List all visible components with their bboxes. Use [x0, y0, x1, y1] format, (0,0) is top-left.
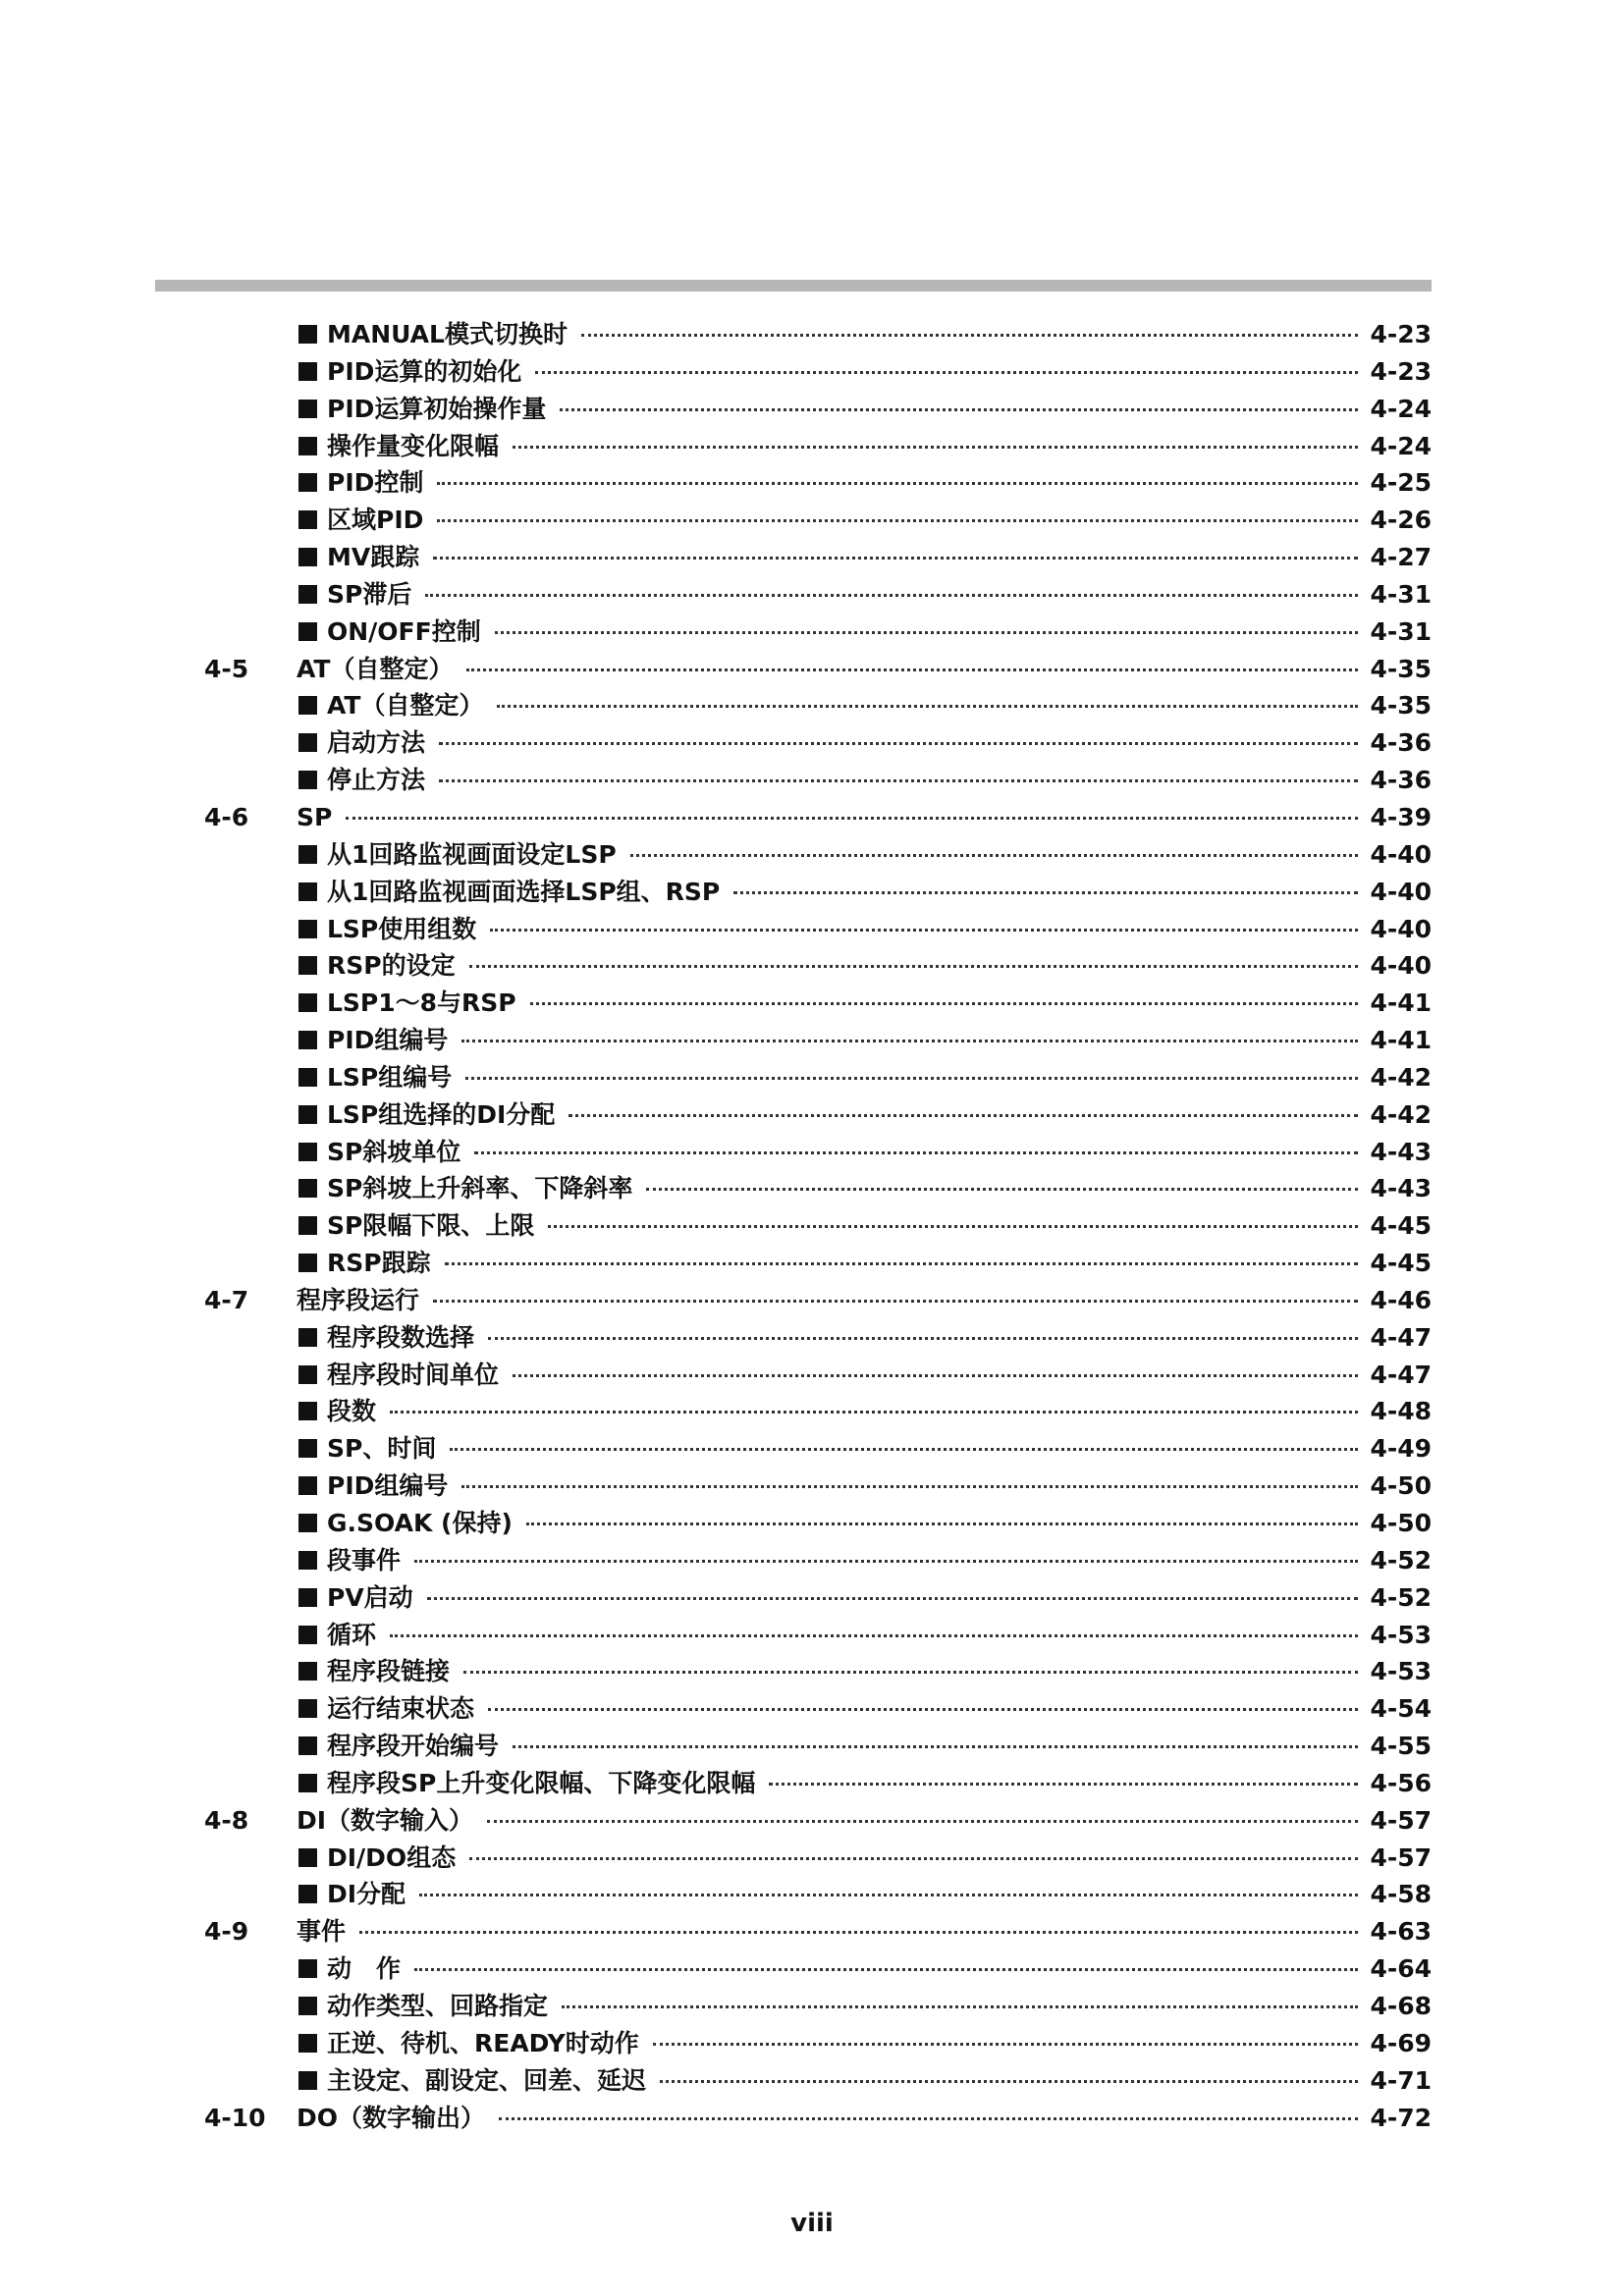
entry-title: 动 作: [327, 1954, 402, 1984]
toc-subentry[interactable]: [0, 1468, 1624, 1505]
toc-subentry[interactable]: [0, 1022, 1624, 1059]
entry-title: MANUAL模式切换时: [327, 320, 568, 348]
dot-leader: [560, 408, 1358, 411]
toc-subentry[interactable]: [0, 316, 1624, 353]
entry-page-number: 4-35: [1370, 654, 1432, 683]
entry-page-number: 4-63: [1370, 1917, 1432, 1947]
toc-entry-body: [297, 1096, 1432, 1134]
square-bullet-icon: [298, 548, 317, 566]
entry-title: SP斜坡上升斜率、下降斜率: [327, 1174, 633, 1203]
square-bullet-icon: [298, 325, 317, 344]
dot-leader: [437, 519, 1358, 522]
square-bullet-icon: [298, 2034, 317, 2053]
toc-entry-body: [297, 1802, 1432, 1840]
toc-entry-body: [297, 1690, 1432, 1728]
entry-title: LSP1～8与RSP: [327, 988, 516, 1018]
dot-leader: [660, 2080, 1358, 2083]
toc-subentry[interactable]: [0, 836, 1624, 874]
dot-leader: [433, 1300, 1358, 1303]
entry-page-number: 4-25: [1370, 468, 1432, 498]
dot-leader: [463, 1671, 1358, 1674]
entry-title: RSP跟踪: [327, 1249, 431, 1278]
entry-title: 动作类型、回路指定: [327, 1991, 549, 2020]
toc-subentry[interactable]: [0, 2025, 1624, 2062]
entry-title: 程序段链接: [327, 1657, 451, 1686]
toc-subentry[interactable]: [0, 1840, 1624, 1877]
entry-title: DI（数字输入）: [297, 1805, 474, 1835]
entry-page-number: 4-26: [1370, 506, 1432, 535]
dot-leader: [499, 2117, 1358, 2120]
toc-entry-body: [297, 1468, 1432, 1505]
toc-section[interactable]: [0, 1913, 1624, 1950]
entry-title: DI分配: [327, 1880, 406, 1909]
square-bullet-icon: [298, 510, 317, 529]
toc-entry-body: [297, 1840, 1432, 1877]
toc-entry-body: [297, 1728, 1432, 1765]
dot-leader: [469, 1857, 1358, 1860]
dot-leader: [535, 371, 1358, 374]
square-bullet-icon: [298, 1031, 317, 1049]
dot-leader: [646, 1188, 1358, 1191]
dot-leader: [581, 334, 1358, 337]
toc-entry-body: [297, 1653, 1432, 1690]
toc-subentry[interactable]: [0, 947, 1624, 985]
dot-leader: [474, 1151, 1358, 1154]
square-bullet-icon: [298, 1699, 317, 1718]
entry-title: 停止方法: [327, 766, 426, 795]
section-number: 4-8: [204, 1805, 249, 1835]
entry-title: ON/OFF控制: [327, 616, 481, 646]
entry-page-number: 4-39: [1370, 802, 1432, 831]
toc-subentry[interactable]: [0, 1579, 1624, 1617]
entry-page-number: 4-23: [1370, 356, 1432, 386]
square-bullet-icon: [298, 1848, 317, 1867]
page-number: viii: [790, 2209, 834, 2238]
square-bullet-icon: [298, 1068, 317, 1087]
entry-page-number: 4-27: [1370, 543, 1432, 572]
dot-leader: [488, 1337, 1358, 1340]
entry-title: SP斜坡单位: [327, 1137, 461, 1166]
toc-entry-body: [297, 1430, 1432, 1468]
toc-subentry[interactable]: [0, 464, 1624, 502]
dot-leader: [427, 1597, 1359, 1600]
toc-subentry[interactable]: [0, 1653, 1624, 1690]
entry-page-number: 4-50: [1370, 1509, 1432, 1537]
toc-subentry[interactable]: [0, 1690, 1624, 1728]
square-bullet-icon: [298, 1997, 317, 2015]
toc-entry-body: [297, 576, 1432, 614]
entry-title: 程序段SP上升变化限幅、下降变化限幅: [327, 1768, 756, 1797]
dot-leader: [390, 1634, 1358, 1637]
toc-subentry[interactable]: [0, 762, 1624, 799]
entry-page-number: 4-41: [1370, 988, 1432, 1018]
toc-entry-body: [297, 1393, 1432, 1430]
toc-subentry[interactable]: [0, 502, 1624, 539]
entry-page-number: 4-50: [1370, 1471, 1432, 1501]
square-bullet-icon: [298, 585, 317, 604]
square-bullet-icon: [298, 1626, 317, 1644]
toc-section[interactable]: [0, 2100, 1624, 2137]
entry-title: 循环: [327, 1620, 377, 1649]
toc-subentry[interactable]: [0, 1765, 1624, 1802]
toc-entry-body: [297, 1542, 1432, 1579]
entry-page-number: 4-31: [1370, 616, 1432, 646]
entry-title: PID组编号: [327, 1026, 449, 1055]
square-bullet-icon: [298, 473, 317, 492]
entry-page-number: 4-35: [1370, 691, 1432, 721]
square-bullet-icon: [298, 1476, 317, 1495]
square-bullet-icon: [298, 1179, 317, 1198]
toc-subentry[interactable]: [0, 1542, 1624, 1579]
dot-leader: [487, 1820, 1358, 1823]
entry-title: PID组编号: [327, 1471, 449, 1501]
toc-subentry[interactable]: [0, 1876, 1624, 1913]
toc-subentry[interactable]: [0, 1096, 1624, 1134]
entry-title: 程序段开始编号: [327, 1732, 500, 1761]
entry-page-number: 4-40: [1370, 877, 1432, 906]
entry-title: PID运算的初始化: [327, 356, 522, 386]
entry-page-number: 4-71: [1370, 2065, 1432, 2095]
toc-subentry[interactable]: [0, 2062, 1624, 2100]
section-number: 4-10: [204, 2103, 266, 2132]
entry-page-number: 4-52: [1370, 1582, 1432, 1612]
toc-entry-body: [297, 1988, 1432, 2025]
entry-title: SP、时间: [327, 1434, 437, 1464]
dot-leader: [513, 1374, 1358, 1377]
toc-entry-body: [297, 1913, 1432, 1950]
entry-page-number: 4-64: [1370, 1954, 1432, 1984]
dot-leader: [630, 854, 1359, 857]
toc-entry-body: [297, 464, 1432, 502]
entry-page-number: 4-56: [1370, 1768, 1432, 1797]
toc-subentry[interactable]: [0, 1059, 1624, 1096]
square-bullet-icon: [298, 1439, 317, 1458]
dot-leader: [445, 1262, 1359, 1265]
square-bullet-icon: [298, 437, 317, 455]
toc-section[interactable]: [0, 1802, 1624, 1840]
dot-leader: [414, 1560, 1358, 1563]
entry-title: 程序段运行: [297, 1285, 420, 1314]
entry-title: AT（自整定）: [327, 691, 484, 721]
entry-page-number: 4-24: [1370, 431, 1432, 460]
entry-page-number: 4-55: [1370, 1732, 1432, 1761]
square-bullet-icon: [298, 845, 317, 864]
toc-entry-body: [297, 874, 1432, 911]
entry-title: 段事件: [327, 1545, 402, 1575]
dot-leader: [490, 929, 1358, 932]
entry-title: 程序段数选择: [327, 1322, 475, 1352]
toc-subentry[interactable]: [0, 576, 1624, 614]
entry-page-number: 4-49: [1370, 1434, 1432, 1464]
toc-subentry[interactable]: [0, 874, 1624, 911]
toc-entry-body: [297, 947, 1432, 985]
entry-page-number: 4-53: [1370, 1620, 1432, 1649]
entry-page-number: 4-42: [1370, 1099, 1432, 1129]
dot-leader: [439, 779, 1358, 782]
entry-title: 事件: [297, 1917, 347, 1947]
toc-subentry[interactable]: [0, 1988, 1624, 2025]
toc-entry-body: [297, 724, 1432, 762]
square-bullet-icon: [298, 362, 317, 381]
entry-page-number: 4-53: [1370, 1657, 1432, 1686]
dot-leader: [548, 1225, 1358, 1228]
toc-subentry[interactable]: [0, 1505, 1624, 1542]
dot-leader: [414, 1968, 1358, 1971]
square-bullet-icon: [298, 1143, 317, 1161]
dot-leader: [466, 668, 1358, 671]
toc-entry-body: [297, 2100, 1432, 2137]
dot-leader: [526, 1522, 1359, 1525]
square-bullet-icon: [298, 1588, 317, 1607]
toc-entry-body: [297, 1357, 1432, 1394]
entry-title: LSP使用组数: [327, 914, 477, 943]
header-rule: [155, 280, 1432, 292]
square-bullet-icon: [298, 993, 317, 1012]
dot-leader: [359, 1931, 1358, 1934]
toc-entry-body: [297, 1950, 1432, 1988]
entry-title: LSP组编号: [327, 1062, 453, 1092]
toc-subentry[interactable]: [0, 391, 1624, 428]
toc-entry-body: [297, 687, 1432, 724]
square-bullet-icon: [298, 1514, 317, 1532]
entry-title: RSP的设定: [327, 951, 456, 981]
dot-leader: [425, 594, 1358, 597]
toc-subentry[interactable]: [0, 1728, 1624, 1765]
toc-entry-body: [297, 799, 1432, 836]
dot-leader: [733, 891, 1358, 894]
dot-leader: [346, 817, 1358, 820]
toc-entry-body: [297, 391, 1432, 428]
toc-entry-body: [297, 353, 1432, 391]
square-bullet-icon: [298, 1365, 317, 1384]
toc-subentry[interactable]: [0, 1430, 1624, 1468]
toc-subentry[interactable]: [0, 428, 1624, 465]
entry-page-number: 4-36: [1370, 766, 1432, 795]
entry-page-number: 4-41: [1370, 1026, 1432, 1055]
toc-subentry[interactable]: [0, 1134, 1624, 1171]
entry-page-number: 4-24: [1370, 394, 1432, 423]
entry-title: DI/DO组态: [327, 1842, 457, 1872]
entry-page-number: 4-36: [1370, 728, 1432, 758]
table-of-contents: [0, 316, 1624, 2136]
entry-title: 操作量变化限幅: [327, 431, 500, 460]
entry-title: PV启动: [327, 1582, 413, 1612]
toc-entry-body: [297, 1022, 1432, 1059]
section-number: 4-9: [204, 1917, 249, 1947]
toc-subentry[interactable]: [0, 1319, 1624, 1357]
section-number: 4-6: [204, 802, 249, 831]
toc-entry-body: [297, 911, 1432, 948]
dot-leader: [769, 1783, 1358, 1786]
entry-title: SP滞后: [327, 579, 412, 609]
toc-entry-body: [297, 985, 1432, 1022]
dot-leader: [419, 1894, 1358, 1896]
toc-subentry[interactable]: [0, 1245, 1624, 1282]
entry-title: 程序段时间单位: [327, 1360, 500, 1389]
toc-entry-body: [297, 1245, 1432, 1282]
dot-leader: [513, 446, 1358, 449]
entry-page-number: 4-47: [1370, 1322, 1432, 1352]
entry-page-number: 4-45: [1370, 1249, 1432, 1278]
toc-subentry[interactable]: [0, 911, 1624, 948]
square-bullet-icon: [298, 920, 317, 938]
toc-entry-body: [297, 502, 1432, 539]
entry-title: PID运算初始操作量: [327, 394, 547, 423]
toc-entry-body: [297, 1207, 1432, 1245]
toc-subentry[interactable]: [0, 724, 1624, 762]
toc-entry-body: [297, 1876, 1432, 1913]
toc-subentry[interactable]: [0, 614, 1624, 651]
entry-page-number: 4-40: [1370, 839, 1432, 869]
toc-subentry[interactable]: [0, 353, 1624, 391]
toc-section[interactable]: [0, 799, 1624, 836]
toc-subentry[interactable]: [0, 539, 1624, 576]
toc-entry-body: [297, 1170, 1432, 1207]
entry-page-number: 4-68: [1370, 1991, 1432, 2020]
toc-entry-body: [297, 2025, 1432, 2062]
entry-page-number: 4-54: [1370, 1694, 1432, 1724]
entry-title: 主设定、副设定、回差、延迟: [327, 2065, 647, 2095]
dot-leader: [530, 1002, 1359, 1005]
entry-page-number: 4-72: [1370, 2103, 1432, 2132]
dot-leader: [450, 1448, 1358, 1451]
toc-section[interactable]: [0, 1282, 1624, 1319]
entry-page-number: 4-42: [1370, 1062, 1432, 1092]
toc-subentry[interactable]: [0, 1393, 1624, 1430]
dot-leader: [461, 1485, 1358, 1488]
entry-page-number: 4-46: [1370, 1285, 1432, 1314]
toc-entry-body: [297, 762, 1432, 799]
entry-page-number: 4-52: [1370, 1545, 1432, 1575]
dot-leader: [433, 557, 1358, 560]
square-bullet-icon: [298, 696, 317, 715]
toc-subentry[interactable]: [0, 985, 1624, 1022]
square-bullet-icon: [298, 1402, 317, 1420]
dot-leader: [461, 1040, 1358, 1042]
entry-title: 区域PID: [327, 506, 424, 535]
square-bullet-icon: [298, 1662, 317, 1681]
dot-leader: [513, 1745, 1358, 1748]
square-bullet-icon: [298, 771, 317, 789]
dot-leader: [653, 2043, 1359, 2046]
entry-title: 正逆、待机、READY时动作: [327, 2028, 639, 2057]
toc-subentry[interactable]: [0, 1617, 1624, 1654]
dot-leader: [390, 1411, 1358, 1414]
entry-page-number: 4-69: [1370, 2028, 1432, 2057]
dot-leader: [439, 742, 1358, 745]
entry-page-number: 4-40: [1370, 951, 1432, 981]
entry-title: LSP组选择的DI分配: [327, 1099, 556, 1129]
square-bullet-icon: [298, 1551, 317, 1570]
entry-title: 启动方法: [327, 728, 426, 758]
entry-title: 运行结束状态: [327, 1694, 475, 1724]
toc-subentry[interactable]: [0, 1170, 1624, 1207]
toc-entry-body: [297, 1505, 1432, 1542]
section-number: 4-7: [204, 1285, 249, 1314]
square-bullet-icon: [298, 1885, 317, 1903]
toc-entry-body: [297, 539, 1432, 576]
entry-title: DO（数字输出）: [297, 2103, 486, 2132]
dot-leader: [465, 1077, 1358, 1080]
entry-page-number: 4-57: [1370, 1842, 1432, 1872]
toc-subentry[interactable]: [0, 1207, 1624, 1245]
entry-page-number: 4-48: [1370, 1397, 1432, 1426]
square-bullet-icon: [298, 882, 317, 901]
toc-entry-body: [297, 428, 1432, 465]
square-bullet-icon: [298, 956, 317, 975]
dot-leader: [488, 1708, 1358, 1711]
square-bullet-icon: [298, 1254, 317, 1272]
square-bullet-icon: [298, 1105, 317, 1124]
entry-title: G.SOAK (保持): [327, 1509, 513, 1537]
square-bullet-icon: [298, 733, 317, 752]
square-bullet-icon: [298, 400, 317, 418]
entry-title: SP限幅下限、上限: [327, 1211, 535, 1241]
toc-entry-body: [297, 1579, 1432, 1617]
entry-page-number: 4-57: [1370, 1805, 1432, 1835]
entry-title: MV跟踪: [327, 543, 420, 572]
toc-entry-body: [297, 2062, 1432, 2100]
section-number: 4-5: [204, 654, 249, 683]
entry-page-number: 4-31: [1370, 579, 1432, 609]
entry-page-number: 4-47: [1370, 1360, 1432, 1389]
toc-entry-body: [297, 1282, 1432, 1319]
toc-subentry[interactable]: [0, 1357, 1624, 1394]
entry-title: 从1回路监视画面选择LSP组、RSP: [327, 877, 721, 906]
dot-leader: [562, 2005, 1358, 2008]
toc-entry-body: [297, 1134, 1432, 1171]
entry-page-number: 4-45: [1370, 1211, 1432, 1241]
toc-entry-body: [297, 1319, 1432, 1357]
entry-page-number: 4-23: [1370, 320, 1432, 348]
toc-entry-body: [297, 1059, 1432, 1096]
toc-entry-body: [297, 614, 1432, 651]
dot-leader: [495, 631, 1359, 634]
entry-page-number: 4-43: [1370, 1137, 1432, 1166]
entry-page-number: 4-43: [1370, 1174, 1432, 1203]
entry-title: PID控制: [327, 468, 424, 498]
toc-entry-body: [297, 1617, 1432, 1654]
entry-page-number: 4-58: [1370, 1880, 1432, 1909]
toc-entry-body: [297, 651, 1432, 688]
entry-title: 段数: [327, 1397, 377, 1426]
toc-subentry[interactable]: [0, 1950, 1624, 1988]
square-bullet-icon: [298, 2071, 317, 2090]
entry-title: 从1回路监视画面设定LSP: [327, 839, 617, 869]
square-bullet-icon: [298, 1328, 317, 1347]
dot-leader: [568, 1114, 1358, 1117]
entry-title: AT（自整定）: [297, 654, 454, 683]
toc-section[interactable]: [0, 651, 1624, 688]
square-bullet-icon: [298, 1216, 317, 1235]
entry-page-number: 4-40: [1370, 914, 1432, 943]
toc-subentry[interactable]: [0, 687, 1624, 724]
square-bullet-icon: [298, 622, 317, 641]
toc-entry-body: [297, 836, 1432, 874]
toc-entry-body: [297, 1765, 1432, 1802]
entry-title: SP: [297, 802, 333, 831]
square-bullet-icon: [298, 1736, 317, 1755]
square-bullet-icon: [298, 1774, 317, 1792]
dot-leader: [437, 482, 1358, 485]
dot-leader: [497, 705, 1358, 708]
dot-leader: [469, 965, 1359, 968]
toc-entry-body: [297, 316, 1432, 353]
square-bullet-icon: [298, 1959, 317, 1978]
